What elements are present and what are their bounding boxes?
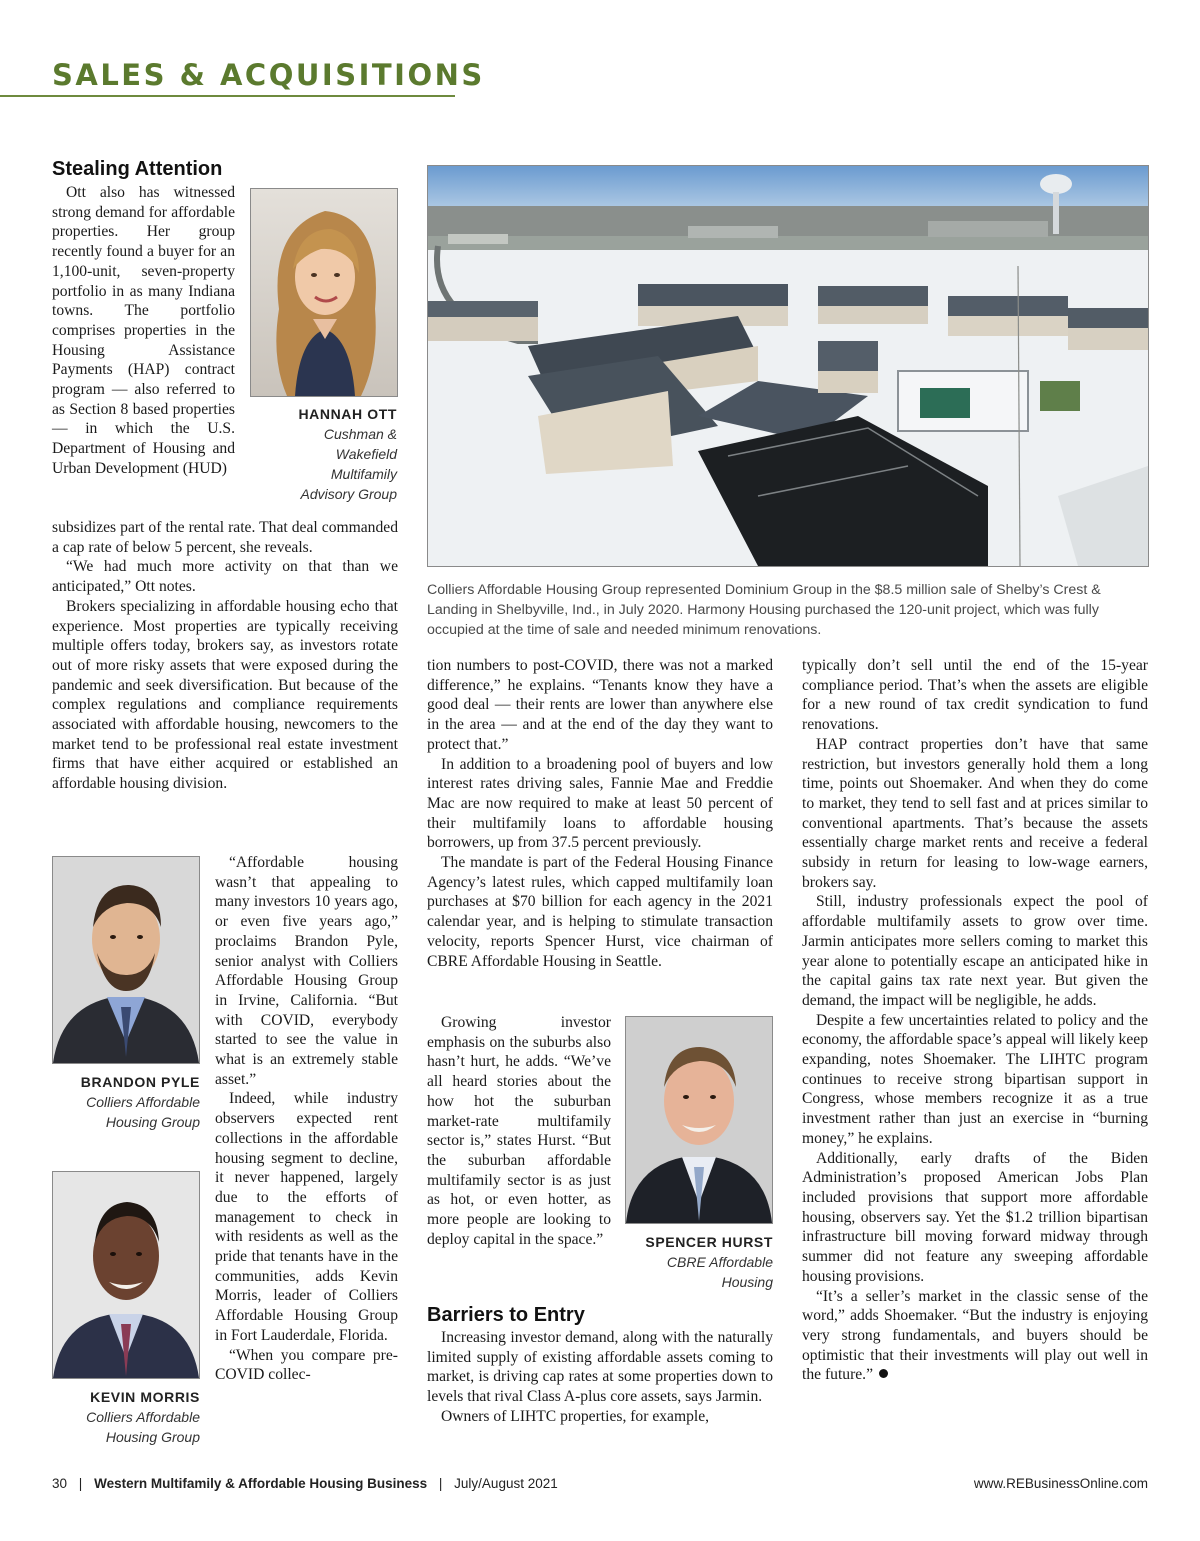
paragraph: Owners of LIHTC properties, for example, [441,1407,710,1425]
org-line: Cushman & [323,426,397,442]
portrait-man-icon [626,1017,772,1223]
section-title: SALES & ACQUISITIONS [52,58,485,92]
org-line: Housing Group [105,1429,200,1445]
col2-top-text [427,656,773,971]
portrait-man-icon [53,857,199,1063]
kevin-morris-name: KEVIN MORRIS [90,1389,200,1405]
heading-barriers-to-entry: Barriers to Entry [427,1304,585,1326]
hannah-ott-photo [250,188,398,397]
portrait-woman-icon [251,189,397,396]
org-line: Colliers Affordable [86,1094,200,1110]
footer-separator: | [78,1476,83,1491]
kevin-morris-photo [52,1171,200,1379]
spencer-hurst-name: SPENCER HURST [645,1234,773,1250]
paragraph: HAP contract properties don’t have that same restriction, but investors generally hold them a long time, points out Shoemaker. And when they do come to market, they tend to sell fast and at prices similar to conventional apartments. That’s because the assets essentially charge market rents and receive a federal subsidy in return for leasing to low-wage earners, brokers say. [802,735,1148,891]
portrait-man-icon [53,1172,199,1378]
issue-date: July/August 2021 [454,1476,558,1491]
footer-separator: | [438,1476,443,1491]
spencer-hurst-photo [625,1016,773,1224]
paragraph: Brokers specializing in affordable housing echo that experience. Most properties are typically receiving multiple offers today, brokers say, as investors rotate out of more risky assets that were exposed during the pandemic and seek diversification. But because of the complex regulations and compliance requirements associated with affordable housing, newcomers to the market tend to be professional real estate investment firms that have either acquired or established an affordable housing division. [52,597,398,793]
closing-quote-text: “It’s a seller’s market in the classic sense of the word,” adds Shoemaker. “But the industry is enjoying very strong fundamentals, and buyers should be optimistic that their investments will play out well in the future.” [802,1287,1148,1384]
heading-stealing-attention: Stealing Attention [52,158,223,180]
paragraph: Ott also has witnessed strong demand for affordable properties. Her group recently found a buyer for an 1,100-unit, seven-property portfolio in as many Indiana towns. The portfolio comprises properties in the Housing Assistance Payments (HAP) contract program — also referred to as Section 8 based properties — in which the U.S. Department of Housing and Urban Development (HUD) [52,184,235,477]
paragraph [802,1287,1148,1386]
end-of-story-bullet-icon [879,1369,888,1378]
col1-narrow-text [52,183,235,479]
paragraph: “We had much more activity on that than we anticipated,” Ott notes. [52,558,398,596]
paragraph: Additionally, early drafts of the Biden Administration’s proposed American Jobs Plan included provisions that support more affordable housing, observers say. Yet the $1.2 trillion bipartisan infrastructure bill moving forward midway through summer did not feature any sweeping affordable housing provisions. [802,1149,1148,1285]
paragraph: Despite a few uncertainties related to policy and the economy, the affordable space’s appeal will likely keep expanding, notes Shoemaker. The LIHTC program continues to receive strong bipartisan support in Congress, whose members recognize it as a true investment rather than just an exercise in “burning money,” he explains. [802,1011,1148,1147]
org-line: Colliers Affordable [86,1409,200,1425]
paragraph: In addition to a broadening pool of buyers and low interest rates driving sales, Fannie Mae and Freddie Mac are now required to make at least 50 percent of their multifamily loans to affordable housing borrowers, up from 37.5 percent previously. [427,755,773,852]
footer-url[interactable]: www.REBusinessOnline.com [973,1476,1148,1491]
paragraph: typically don’t sell until the end of the 15-year compliance period. That’s when the assets are eligible for a new round of tax credit syndication to fund renovations. [802,657,1148,734]
col2-bottom-text [427,1328,773,1427]
photo-caption: Colliers Affordable Housing Group represented Dominium Group in the $8.5 million sale of Shelby’s Crest & Landing in Shelbyville, Ind., in July 2020. Harmony Housing purchased the 120-unit project, which was fully occupied at the time of sale and needed minimum renovations. [427,582,1101,638]
hannah-ott-org [250,424,397,504]
org-line: Housing [721,1274,773,1290]
org-line: CBRE Affordable [666,1254,773,1270]
paragraph: Growing investor emphasis on the suburbs also hasn’t hurt, he adds. “We’ve all heard stories about the how hot the suburban market-rate multifamily sector is,” states Hurst. “But the suburban affordable multifamily sector is as just as hot, or even hotter, as more people are looking to deploy capital in the space.” [427,1014,611,1248]
org-line: Wakefield [335,446,397,462]
org-line: Housing Group [105,1114,200,1130]
paragraph: “Affordable housing wasn’t that appealing to many investors 10 years ago, or even five years ago,” proclaims Brandon Pyle, senior analyst with Colliers Affordable Housing Group in Irvine, California. “But with COVID, everybody started to see the value in what is an extremely stable asset.” [215,854,398,1088]
col3-text [802,656,1148,1385]
publication-name: Western Multifamily & Affordable Housing Business [94,1476,428,1491]
paragraph: “When you compare pre-COVID collec- [215,1346,398,1384]
hannah-ott-name: HANNAH OTT [298,406,397,422]
col2-narrow-text [427,1013,611,1249]
brandon-pyle-name: BRANDON PYLE [80,1074,200,1090]
footer-left [52,1476,558,1491]
paragraph: Still, industry professionals expect the pool of affordable multifamily assets to grow over time. Jarmin anticipates more sellers coming to market this year alone to potentially escape an anticipated hike in the capital gains tax rate next year. But given the demand, the impact will be negligible, he adds. [802,893,1148,1009]
section-rule [0,95,455,97]
col1-lower-narrow-text [215,853,398,1385]
paragraph: tion numbers to post-COVID, there was not a marked difference,” he explains. “Tenants know they have a good deal — their rents are lower than anywhere else in the area — and at the end of the day they want to protect that.” [427,657,773,753]
brandon-pyle-photo [52,856,200,1064]
page-number: 30 [52,1476,68,1491]
spencer-hurst-org [625,1252,773,1292]
paragraph: Indeed, while industry observers expected rent collections in the affordable housing segment to decline, it never happened, largely due to the efforts of management to check in with residents as well as the pride that tenants have in the communities, adds Kevin Morris, leader of Colliers Affordable Housing Group in Fort Lauderdale, Florida. [215,1090,398,1344]
kevin-morris-org [52,1407,200,1447]
brandon-pyle-org [52,1092,200,1132]
paragraph: subsidizes part of the rental rate. That deal commanded a cap rate of below 5 percent, she reveals. [52,519,398,556]
col1-wide-text [52,518,398,794]
paragraph: Increasing investor demand, along with the naturally limited supply of existing affordable assets coming to market, is driving cap rates at some properties down to levels that rival Class A-plus core assets, says Jarmin. [427,1329,773,1406]
org-line: Multifamily [330,466,397,482]
aerial-property-photo [427,165,1149,567]
paragraph: The mandate is part of the Federal Housing Finance Agency’s latest rules, which capped multifamily loan purchases at $70 billion for each agency in the 2021 calendar year, and is helping to stimulate transaction velocity, reports Spencer Hurst, vice chairman of CBRE Affordable Housing in Seattle. [427,854,773,970]
org-line: Advisory Group [300,486,397,502]
aerial-apartments-image [428,166,1148,566]
